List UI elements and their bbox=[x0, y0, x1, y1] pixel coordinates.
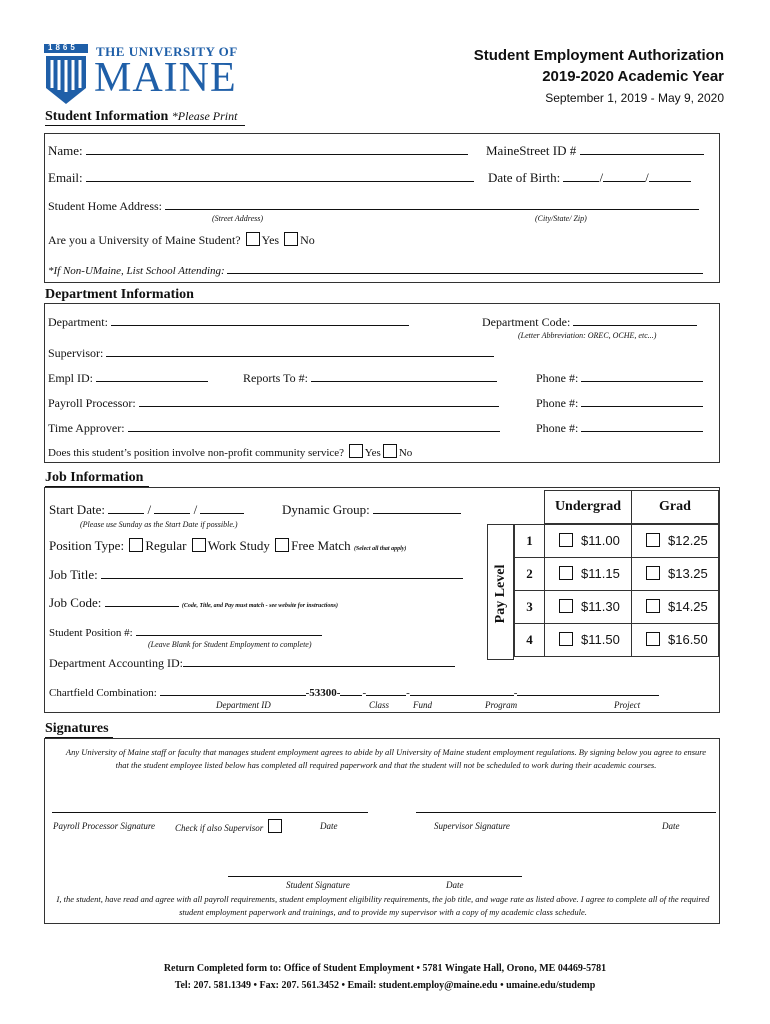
mainestreet-label: MaineStreet ID # bbox=[486, 143, 577, 158]
accounting-field[interactable] bbox=[183, 655, 455, 667]
dob-row: Date of Birth: / / bbox=[488, 170, 691, 186]
job-title-field[interactable] bbox=[101, 567, 463, 579]
pay-level-number: 2 bbox=[526, 566, 533, 581]
student-position-field[interactable] bbox=[136, 624, 322, 636]
signatures-heading: Signatures bbox=[45, 721, 113, 738]
address-field[interactable] bbox=[165, 198, 699, 210]
reports-to-label: Reports To #: bbox=[243, 371, 308, 385]
academic-year: 2019-2020 Academic Year bbox=[542, 68, 724, 85]
supervisor-sig-label: Supervisor Signature bbox=[434, 821, 510, 831]
dob-day-field[interactable] bbox=[603, 170, 645, 182]
grad-rate: $14.25 bbox=[668, 599, 708, 614]
phone-label-2: Phone #: bbox=[536, 396, 579, 410]
job-code-field[interactable] bbox=[105, 595, 179, 607]
chartfield-label: Chartfield Combination: bbox=[49, 687, 157, 699]
pay-level-number: 1 bbox=[526, 533, 533, 548]
approver-label: Time Approver: bbox=[48, 421, 125, 435]
grad-rate-checkbox[interactable] bbox=[646, 533, 660, 547]
umaine-yes-label: Yes bbox=[261, 233, 280, 247]
undergrad-rate-checkbox[interactable] bbox=[559, 632, 573, 646]
payroll-label: Payroll Processor: bbox=[48, 396, 136, 410]
dob-year-field[interactable] bbox=[649, 170, 691, 182]
logo-year: 1865 bbox=[48, 43, 78, 52]
regular-checkbox[interactable] bbox=[129, 538, 143, 552]
empl-id-field[interactable] bbox=[96, 370, 208, 382]
phone-field-3[interactable] bbox=[581, 420, 703, 432]
grad-rate: $16.50 bbox=[668, 632, 708, 647]
start-date-label: Start Date: bbox=[49, 502, 105, 517]
department-info-heading: Department Information bbox=[45, 287, 205, 304]
nonprofit-no-checkbox[interactable] bbox=[383, 444, 397, 458]
phone-field-2[interactable] bbox=[581, 395, 703, 407]
email-label: Email: bbox=[48, 170, 83, 185]
chartfield-row: Chartfield Combination: -53300- - - - bbox=[49, 684, 659, 699]
phone-field-1[interactable] bbox=[581, 370, 703, 382]
nonprofit-yes-checkbox[interactable] bbox=[349, 444, 363, 458]
pay-level-label: Pay Level bbox=[493, 564, 508, 624]
form-title: Student Employment Authorization bbox=[473, 47, 724, 64]
umaine-yes-checkbox[interactable] bbox=[246, 232, 260, 246]
cf-project-caption: Project bbox=[614, 700, 641, 710]
payroll-sig-label: Payroll Processor Signature bbox=[53, 821, 155, 831]
job-code-note: (Code, Title, and Pay must match - see website for instructions) bbox=[181, 603, 338, 609]
name-field[interactable] bbox=[86, 143, 468, 155]
accounting-label: Department Accounting ID: bbox=[49, 656, 183, 670]
chartfield-class-field[interactable] bbox=[340, 684, 362, 696]
supervisor-label: Supervisor: bbox=[48, 346, 104, 360]
agreement-text: Any University of Maine staff or faculty that manages student employment agrees to abide by all University of Maine student employment regulations. By signing below you agree to ensure that the student employee listed below has completed all required paperwork and that the student will not be scheduled to work during their academic courses. bbox=[65, 747, 707, 770]
umaine-no-label: No bbox=[300, 233, 315, 247]
position-type-row bbox=[49, 538, 406, 554]
start-day-field[interactable] bbox=[154, 502, 190, 514]
work-study-checkbox[interactable] bbox=[192, 538, 206, 552]
grad-rate-checkbox[interactable] bbox=[646, 566, 660, 580]
payroll-field[interactable] bbox=[139, 395, 499, 407]
payroll-sig-line[interactable] bbox=[52, 812, 368, 813]
undergrad-rate-checkbox[interactable] bbox=[559, 566, 573, 580]
payroll-row bbox=[48, 395, 499, 411]
nonprofit-question: Does this student’s position involve non-profit community service? bbox=[48, 447, 345, 459]
nonprofit-yes-label: Yes bbox=[364, 447, 381, 459]
start-month-field[interactable] bbox=[108, 502, 144, 514]
phone-label-3: Phone #: bbox=[536, 421, 579, 435]
accounting-row bbox=[49, 655, 455, 671]
email-row bbox=[48, 170, 474, 186]
mainestreet-row bbox=[486, 143, 704, 159]
dept-code-label: Department Code: bbox=[482, 315, 571, 329]
student-date-label: Date bbox=[446, 880, 464, 890]
address-row bbox=[48, 198, 699, 214]
dept-code-field[interactable] bbox=[573, 314, 697, 326]
pay-level-number: 3 bbox=[526, 599, 533, 614]
university-logo bbox=[44, 44, 249, 106]
phone-row-2 bbox=[536, 395, 703, 411]
undergrad-header: Undergrad bbox=[554, 499, 622, 514]
job-title-row bbox=[49, 567, 463, 583]
empl-id-label: Empl ID: bbox=[48, 371, 93, 385]
undergrad-rate: $11.00 bbox=[581, 533, 620, 548]
cf-program-caption: Program bbox=[485, 700, 518, 710]
street-caption: (Street Address) bbox=[212, 214, 264, 223]
approver-row bbox=[48, 420, 500, 436]
start-date-note: (Please use Sunday as the Start Date if possible.) bbox=[80, 520, 238, 529]
logo-line2: MAINE bbox=[94, 55, 237, 101]
undergrad-rate-checkbox[interactable] bbox=[559, 533, 573, 547]
undergrad-rate: $11.15 bbox=[581, 566, 620, 581]
cf-dept-caption: Department ID bbox=[216, 700, 271, 710]
pay-level-table bbox=[487, 490, 719, 660]
also-supervisor-label: Check if also Supervisor bbox=[175, 823, 264, 833]
dept-code-row bbox=[482, 314, 697, 330]
email-field[interactable] bbox=[86, 170, 474, 182]
approver-field[interactable] bbox=[128, 420, 500, 432]
grad-rate-checkbox[interactable] bbox=[646, 632, 660, 646]
work-study-label: Work Study bbox=[207, 538, 270, 553]
department-field[interactable] bbox=[111, 314, 409, 326]
payroll-date-label: Date bbox=[320, 821, 338, 831]
also-supervisor-checkbox[interactable] bbox=[268, 819, 282, 833]
student-position-label: Student Position #: bbox=[49, 627, 133, 639]
shield-logo-icon bbox=[44, 44, 88, 106]
chartfield-fixed: -53300- bbox=[305, 687, 341, 699]
phone-row-1 bbox=[536, 370, 703, 386]
footer-contact: Tel: 207. 581.1349 • Fax: 207. 561.3452 • Email: student.employ@maine.edu • umaine.edu/studemp bbox=[174, 980, 596, 991]
student-sig-line[interactable] bbox=[228, 876, 522, 877]
undergrad-rate-checkbox[interactable] bbox=[559, 599, 573, 613]
grad-rate-checkbox[interactable] bbox=[646, 599, 660, 613]
cf-fund-caption: Fund bbox=[413, 700, 432, 710]
student-info-heading: Student Information *Please Print bbox=[45, 109, 245, 126]
dynamic-group-row bbox=[282, 502, 461, 518]
student-position-row bbox=[49, 624, 322, 639]
pay-level-number: 4 bbox=[526, 632, 533, 647]
job-title-label: Job Title: bbox=[49, 567, 98, 582]
umaine-question: Are you a University of Maine Student? bbox=[48, 233, 241, 247]
start-year-field[interactable] bbox=[200, 502, 244, 514]
chartfield-fund-field[interactable] bbox=[366, 684, 406, 696]
chartfield-program-field[interactable] bbox=[410, 684, 514, 696]
reports-to-row bbox=[243, 370, 497, 386]
dynamic-group-label: Dynamic Group: bbox=[282, 502, 370, 517]
job-code-label: Job Code: bbox=[49, 595, 102, 610]
logo-line1: THE UNIVERSITY OF bbox=[96, 44, 238, 59]
non-umaine-label: *If Non-UMaine, List School Attending: bbox=[48, 265, 225, 277]
non-umaine-field[interactable] bbox=[227, 262, 703, 274]
grad-rate: $13.25 bbox=[668, 566, 708, 581]
free-match-label: Free Match bbox=[291, 538, 351, 553]
name-row bbox=[48, 143, 468, 159]
mainestreet-field[interactable] bbox=[580, 143, 704, 155]
student-position-note: (Leave Blank for Student Employment to complete) bbox=[148, 640, 312, 649]
date-range: September 1, 2019 - May 9, 2020 bbox=[545, 91, 724, 105]
regular-label: Regular bbox=[145, 538, 187, 553]
phone-label-1: Phone #: bbox=[536, 371, 579, 385]
job-info-heading: Job Information bbox=[45, 470, 149, 487]
supervisor-row bbox=[48, 345, 494, 361]
undergrad-rate: $11.30 bbox=[581, 599, 620, 614]
free-match-checkbox[interactable] bbox=[275, 538, 289, 552]
umaine-no-checkbox[interactable] bbox=[284, 232, 298, 246]
city-caption: (City/State/ Zip) bbox=[535, 214, 587, 223]
student-statement: I, the student, have read and agree with all payroll requirements, student employment eligibility requirements, the job title, and wage rate as listed above. I agree to complete all of the required student employment paperwork and trainings, and to provide my supervisor with a copy of my academic class schedule. bbox=[56, 894, 710, 917]
supervisor-date-label: Date bbox=[662, 821, 680, 831]
grad-rate: $12.25 bbox=[668, 533, 708, 548]
please-print-note: *Please Print bbox=[171, 109, 238, 123]
non-umaine-row bbox=[48, 262, 703, 277]
grad-header: Grad bbox=[659, 499, 691, 514]
address-label: Student Home Address: bbox=[48, 199, 162, 213]
nonprofit-row bbox=[48, 444, 412, 459]
chartfield-project-field[interactable] bbox=[517, 684, 659, 696]
undergrad-rate: $11.50 bbox=[581, 632, 620, 647]
chartfield-dept-field[interactable] bbox=[160, 684, 306, 696]
reports-to-field[interactable] bbox=[311, 370, 497, 382]
dynamic-group-field[interactable] bbox=[373, 502, 461, 514]
dept-code-note: (Letter Abbreviation: OREC, OCHE, etc...) bbox=[518, 331, 657, 340]
phone-row-3 bbox=[536, 420, 703, 436]
empl-id-row bbox=[48, 370, 208, 386]
supervisor-field[interactable] bbox=[106, 345, 494, 357]
position-type-label: Position Type: bbox=[49, 538, 125, 553]
dob-label: Date of Birth: bbox=[488, 170, 561, 185]
department-row bbox=[48, 314, 409, 330]
umaine-question-row bbox=[48, 232, 315, 248]
select-all-note: (Select all that apply) bbox=[353, 546, 407, 552]
nonprofit-no-label: No bbox=[398, 447, 413, 459]
also-supervisor-row bbox=[175, 819, 284, 833]
footer-return: Return Completed form to: Office of Student Employment • 5781 Wingate Hall, Orono, ME 04469-5781 bbox=[163, 963, 607, 974]
department-label: Department: bbox=[48, 315, 108, 329]
cf-class-caption: Class bbox=[369, 700, 390, 710]
student-sig-label: Student Signature bbox=[286, 880, 350, 890]
dob-month-field[interactable] bbox=[563, 170, 599, 182]
supervisor-sig-line[interactable] bbox=[416, 812, 716, 813]
start-date-row: Start Date: / / bbox=[49, 502, 244, 518]
name-label: Name: bbox=[48, 143, 83, 158]
job-code-row bbox=[49, 595, 338, 611]
